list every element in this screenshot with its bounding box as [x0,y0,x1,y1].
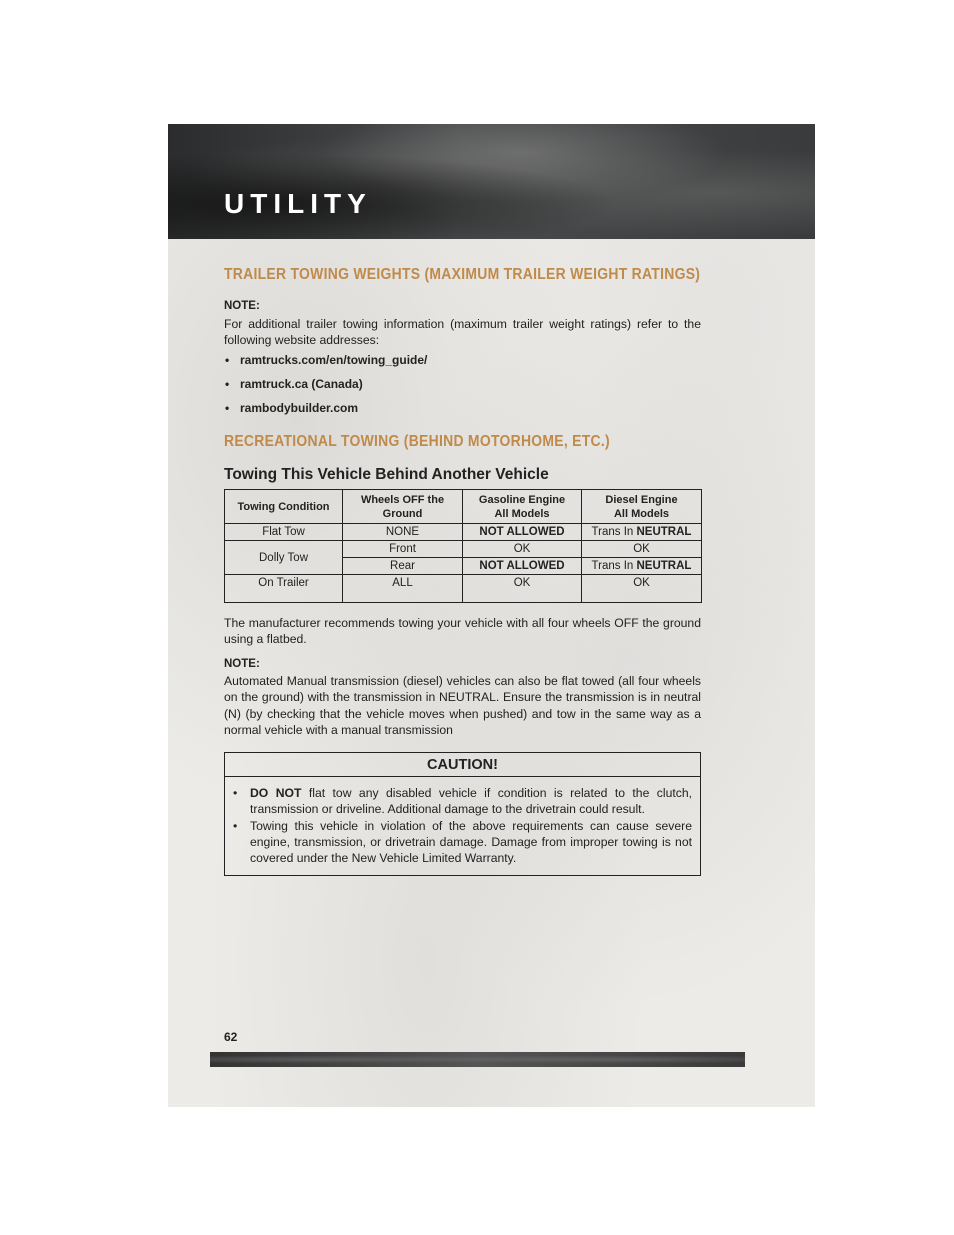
header-diesel [582,490,702,524]
footer-band [210,1052,745,1067]
cell-gasoline: OK [463,575,582,603]
header-gas-line2: All Models [494,507,550,520]
cell-wheels: ALL [343,575,463,603]
caution-item-text: flat tow any disabled vehicle if condition is related to the clutch, transmission or driveline. Additional damage to the drivetrain could result. [250,786,692,817]
caution-item-text: Towing this vehicle in violation of the above requirements can cause severe engine, transmission, or drivetrain damage. Damage from improper towing is not covered under the New Vehicle Limited Warranty. [250,818,692,866]
header-diesel-line2: All Models [613,507,669,520]
cell-gasoline: OK [463,541,582,558]
list-item [224,352,427,376]
header-diesel-line1: Diesel Engine [605,493,678,506]
cell-condition: Dolly Tow [225,541,343,575]
diesel-prefix: Trans In [591,560,634,572]
list-item [233,785,692,818]
header-towing-condition: Towing Condition [225,490,343,524]
list-item [224,400,427,424]
diesel-prefix: Trans In [591,526,634,538]
recreational-towing-heading: RECREATIONAL TOWING (BEHIND MOTORHOME, ETC.) [224,433,610,450]
table-row [225,541,702,558]
trailer-weights-heading: TRAILER TOWING WEIGHTS (MAXIMUM TRAILER WEIGHT RATINGS) [224,266,701,283]
caution-box [224,752,701,876]
note-label: NOTE: [224,300,260,312]
manual-page [168,124,815,1107]
bullet-icon: • [225,377,230,391]
website-link[interactable]: ramtruck.ca (Canada) [240,377,363,391]
header-band [168,124,815,239]
header-wheels-line2: Ground [382,507,423,520]
cell-gasoline: NOT ALLOWED [463,524,582,541]
website-link[interactable]: ramtrucks.com/en/towing_guide/ [240,353,428,367]
header-wheels-line1: Wheels OFF the [360,493,445,506]
cell-gasoline: NOT ALLOWED [463,558,582,575]
list-item [233,818,692,867]
towing-subheading: Towing This Vehicle Behind Another Vehicle [224,466,549,483]
caution-list [225,777,700,866]
cell-wheels: Front [343,541,463,558]
towing-table [224,489,702,603]
bullet-icon: • [225,401,230,415]
list-item [224,376,427,400]
cell-condition: Flat Tow [225,524,343,541]
website-list [224,352,427,424]
note-label: NOTE: [224,658,260,670]
bullet-icon: • [233,786,238,800]
diesel-neutral: NEUTRAL [636,526,692,538]
table-row [225,575,702,603]
header-gasoline [463,490,582,524]
cell-diesel: OK [582,541,702,558]
bullet-icon: • [233,818,238,833]
recommend-text: The manufacturer recommends towing your vehicle with all four wheels OFF the ground using a flatbed. [224,616,701,647]
caution-title: CAUTION! [225,753,700,777]
table-row [225,524,702,541]
header-gas-line1: Gasoline Engine [478,493,566,506]
header-wheels-off [343,490,463,524]
cell-condition: On Trailer [225,575,343,603]
caution-do-not: DO NOT [250,786,302,800]
page-number: 62 [224,1030,238,1044]
cell-diesel [582,558,702,575]
bullet-icon: • [225,353,230,367]
note-text: Automated Manual transmission (diesel) vehicles can also be flat towed (all four wheels on the ground) with the transmission in NEUTRAL. Ensure the transmission is in neutral (N) (by checking that the vehicle moves when pushed) and tow in the same way as a normal vehicle with a manual transmission [224,674,701,737]
cell-wheels: NONE [343,524,463,541]
cell-diesel [582,524,702,541]
website-link[interactable]: rambodybuilder.com [240,401,359,415]
cell-wheels: Rear [343,558,463,575]
page-title: UTILITY [224,188,372,219]
diesel-neutral: NEUTRAL [636,560,692,572]
table-header-row [225,490,702,524]
cell-diesel: OK [582,575,702,603]
note-text: For additional trailer towing information (maximum trailer weight ratings) refer to the following website addresses: [224,317,701,348]
